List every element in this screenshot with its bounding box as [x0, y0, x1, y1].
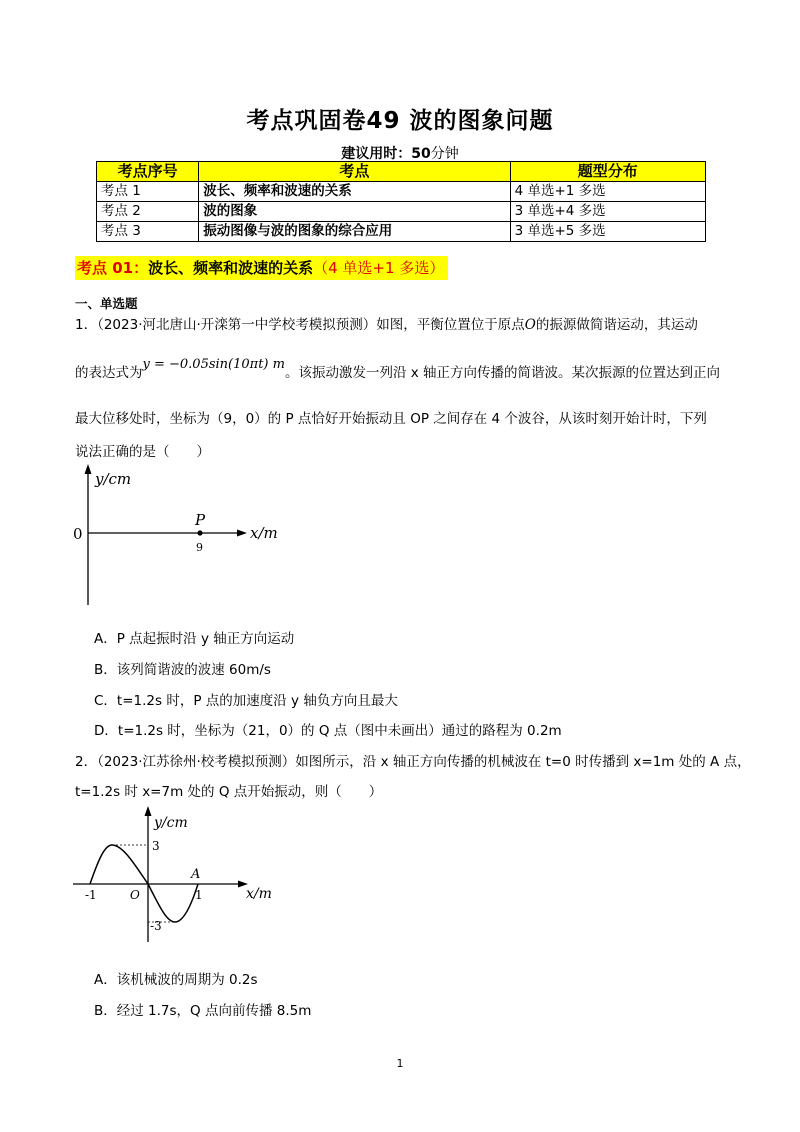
q1-line2: [75, 357, 721, 381]
q1-line4: 说法正确的是（ ）: [75, 444, 210, 460]
table-cell: 波的图象: [199, 202, 510, 222]
q1-text-end: 的振源做简谐运动，其运动: [535, 317, 698, 333]
q1-option-b: B．该列简谐波的波速 60m/s: [94, 662, 271, 678]
origin-label: 0: [73, 525, 83, 543]
y-axis-label: y/cm: [154, 815, 188, 831]
time-unit: 分钟: [430, 146, 459, 162]
q1-var: O: [524, 317, 536, 333]
table-cell: 波长、频率和波速的关系: [199, 182, 510, 202]
origin-label: O: [130, 888, 140, 902]
subsection-heading: 一、单选题: [75, 296, 138, 311]
q1-text: 。该振动激发一列沿 x 轴正方向传播的简谐波。某次振源的位置达到正向: [284, 365, 721, 381]
q1-formula: y = −0.05sin(10πt) m: [142, 357, 285, 372]
q1-text: 的表达式为: [75, 365, 143, 381]
x-pos-label: 1: [195, 888, 203, 902]
table-header: 题型分布: [510, 162, 705, 182]
table-cell: 3 单选+4 多选: [510, 202, 705, 222]
x-neg-label: -1: [85, 888, 97, 902]
topic-table: [96, 161, 706, 242]
time-value: 50: [411, 146, 431, 162]
point-p: [197, 530, 202, 535]
q1-option-a: A．P 点起振时沿 y 轴正方向运动: [94, 631, 295, 647]
q2-option-a: A．该机械波的周期为 0.2s: [94, 972, 258, 988]
q1-line3: 最大位移处时，坐标为（9，0）的 P 点恰好开始振动且 OP 之间存在 4 个波谷，从该时刻开始计时，下列: [75, 411, 707, 427]
page-title: 考点巩固卷49 波的图象问题: [246, 108, 554, 134]
table-header: 考点: [199, 162, 510, 182]
y-bottom-label: -3: [150, 919, 162, 933]
section-count: （4 单选+1 多选）: [313, 259, 445, 277]
table-cell: 4 单选+1 多选: [510, 182, 705, 202]
q1-option-c: C．t=1.2s 时，P 点的加速度沿 y 轴负方向且最大: [94, 693, 398, 709]
table-row: [97, 182, 706, 202]
q2-line1: 2．（2023·江苏徐州·校考模拟预测）如图所示，沿 x 轴正方向传播的机械波在 t=0 时传播到 x=1m 处的 A 点，: [75, 754, 751, 770]
x-axis-arrow: [237, 530, 247, 537]
section-label: 考点 01：: [77, 259, 149, 277]
time-label: 建议用时：: [341, 146, 412, 162]
table-cell: 3 单选+5 多选: [510, 222, 705, 242]
point-a-label: A: [191, 867, 201, 882]
table-header: 考点序号: [97, 162, 199, 182]
q1-text: 1．（2023·河北唐山·开滦第一中学校考模拟预测）如图，平衡位置位于原点: [75, 317, 525, 333]
x-axis-label: x/m: [250, 524, 278, 542]
q2-figure: [70, 800, 290, 945]
table-cell: 考点 2: [97, 202, 199, 222]
table-cell: 振动图像与波的图象的综合应用: [199, 222, 510, 242]
y-axis-label: y/cm: [95, 470, 132, 488]
section-name: 波长、频率和波速的关系: [148, 259, 314, 277]
q1-figure: [65, 460, 295, 610]
y-axis-arrow: [145, 806, 152, 816]
q1-option-d: D．t=1.2s 时，坐标为（21，0）的 Q 点（图中未画出）通过的路程为 0.2m: [94, 723, 562, 739]
section-heading: [75, 256, 448, 280]
q2-option-b: B．经过 1.7s，Q 点向前传播 8.5m: [94, 1003, 312, 1019]
suggested-time: [0, 143, 800, 163]
point-p-label: P: [195, 511, 206, 529]
table-row: [97, 222, 706, 242]
table-row: [97, 202, 706, 222]
q2-line2: t=1.2s 时 x=7m 处的 Q 点开始振动，则（ ）: [75, 784, 383, 800]
y-axis-arrow: [85, 464, 92, 474]
table-cell: 考点 1: [97, 182, 199, 202]
q1-line1: [75, 313, 698, 333]
table-cell: 考点 3: [97, 222, 199, 242]
table-header-row: [97, 162, 706, 182]
point-p-x: 9: [196, 541, 203, 554]
x-axis-label: x/m: [246, 886, 272, 902]
page-number: 1: [396, 1057, 404, 1070]
y-top-label: 3: [152, 839, 160, 853]
